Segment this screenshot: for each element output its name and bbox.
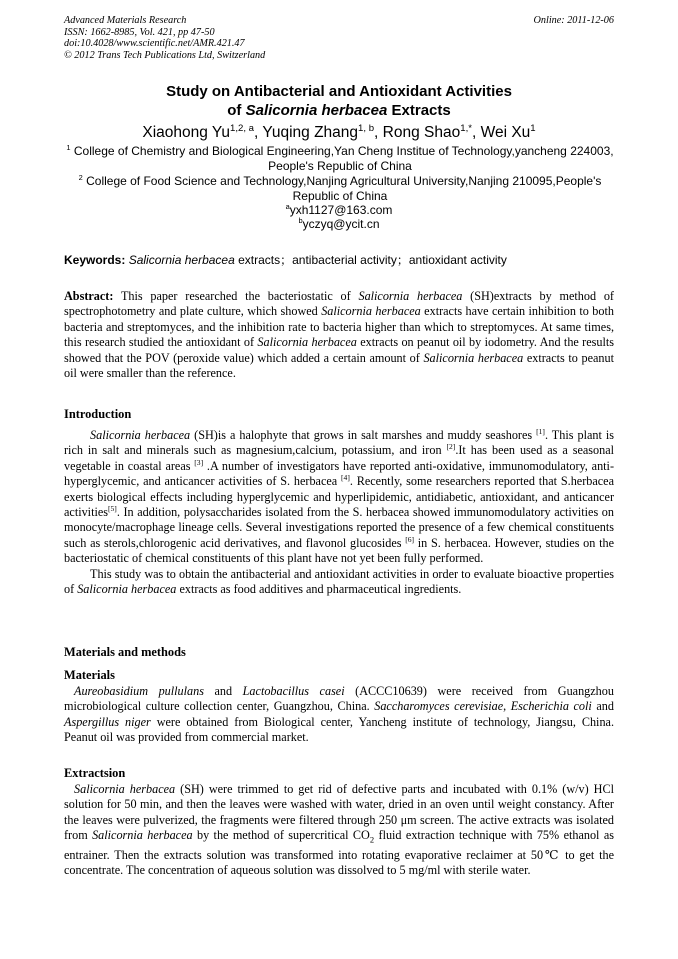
keywords: Keywords: Salicornia herbacea extracts；antibacterial activity；antioxidant activity [64,253,507,267]
methods-heading: Materials and methods [64,645,186,659]
author: Yuqing Zhang [262,124,359,141]
author: Rong Shao [382,124,461,141]
email-a: $^a$yxh1127@163.com [285,202,393,217]
materials-heading: Materials [64,668,115,682]
abstract: Abstract: This paper researched the bacteriostatic of Salicornia herbacea (SH)extracts by method of spectrophotometry and plate culture, which showed Salicornia herbacea extracts have certain inhibition to both bacteria and streptomyces, and the inhibition rate to bacteria higher than which to streptomyces. At same times, this research studied the antioxidant of Salicornia herbacea extracts on peanut oil by iodometry. And the results showed that the POV (peroxide value) which added a certain amount of Salicornia herbacea extracts to peanut oil were smaller than the reference. [64,289,614,381]
journal-name: Advanced Materials Research [64,15,187,26]
affiliation-1: $^1$ College of Chemistry and Biological Engineering,Yan Cheng Institue of Technology,yancheng 224003, People's Republic of China [66,143,614,173]
journal-header [64,15,265,61]
introduction-paragraph-1: Salicornia herbacea (SH)is a halophyte that grows in salt marshes and muddy seashores [1]. This plant is rich in salt and minerals such as magnesium,calcium, potassium, and iron [2].It has been used as a seasonal vegetable in coastal areas [3] .A number of investigators have reported anti-oxidative, immunomodulatory, anti-hyperglycemic, and anticancer activities of S. herbacea [4]. Recently, some researchers reported that S.herbacea exerts biological effects including hyperglycemic and hyperlipidemic, antidiabetic, antioxidant, and anticancer activities[5]. In addition, polysaccharides isolated from the S. herbacea showed immunomodulatory activities on monocyte/macrophage lineage cells. Several investigations reported the presence of a few chemical constituents such as sterols,chlorogenic acid derivatives, and flavonol glucosides [6] in S. herbacea. However, studies on the bacteriostatic of chemical constituents of this plant have not yet been fully performed. [64,426,615,566]
affiliation-2: $^2$ College of Food Science and Technology,Nanjing Agricultural University,Nanjing 210095,People's Republic of China [78,173,602,203]
introduction-paragraph-2: This study was to obtain the antibacterial and antioxidant activities in order to evaluate bioactive properties of Salicornia herbacea extracts as food additives and pharmaceutical ingredients. [64,566,614,597]
author: Xiaohong Yu [142,124,230,141]
online-date: Online: 2011-12-06 [533,15,614,26]
introduction-body [64,428,614,597]
introduction-heading: Introduction [64,407,132,421]
extraction-heading: Extractsion [64,766,126,780]
title-line-2: of Salicornia herbacea Extracts [227,102,451,119]
copyright: © 2012 Trans Tech Publications Ltd, Switzerland [64,49,266,61]
doi: doi:10.4028/www.scientific.net/AMR.421.47 [64,38,245,50]
materials-body: Aureobasidium pullulans and Lactobacillus casei (ACCC10639) were received from Guangzhou microbiological culture collection center, Guangzhou, China. Saccharomyces cerevisiae, Escherichia coli and Aspergillus niger were obtained from Biological center, Yancheng institute of technology, Jiangsu, China. Peanut oil was provided from commercial market. [64,684,614,745]
email-b: $^b$yczyq@ycit.cn [298,216,380,231]
issn: ISSN: 1662-8985, Vol. 421, pp 47-50 [64,26,215,38]
author: Wei Xu [480,124,531,141]
title-line-1: Study on Antibacterial and Antioxidant Activities [166,83,512,100]
extraction-body: Salicornia herbacea (SH) were trimmed to get rid of defective parts and incubated with 0.1% (w/v) HCl solution for 50 min, and then the leaves were washed with water, dried in an oven until weight constancy. After the leaves were pulverized, the fragments were filtered through 250 μm screen. The active extracts was isolated from Salicornia herbacea by the method of supercritical $CO_2$ fluid extraction technique with 75% ethanol as entrainer. Then the extracts solution was transformed into rotating evaporative reclaimer at 50℃ to get the concentrate. The concentration of aqueous solution was dissolved to 5 mg/ml with sterile water. [64,782,614,878]
paper-title [40,82,638,120]
author-list: Xiaohong Yu$^{1,2, a}$, Yuqing Zhang$^{1, b}$, Rong Shao$^{1,*}$, Wei Xu$^1$ [142,122,536,141]
